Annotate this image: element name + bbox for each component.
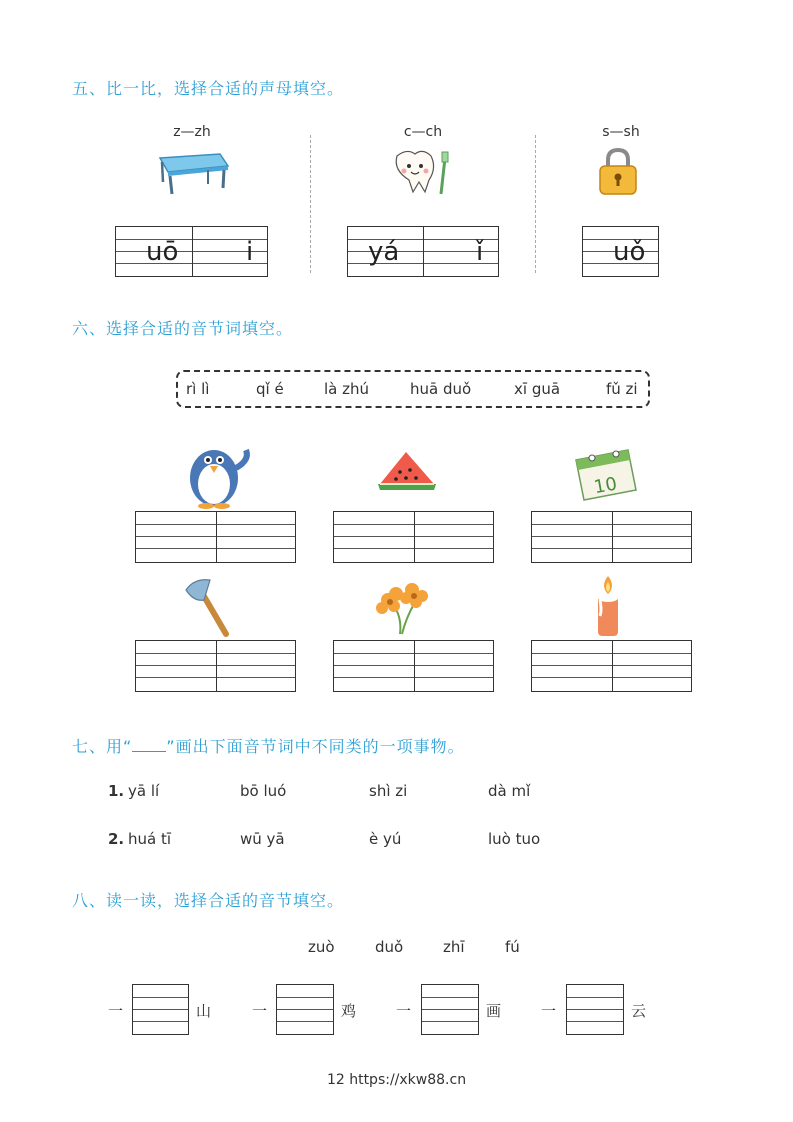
pair-label-3: s—sh: [602, 124, 640, 140]
divider-2: [535, 135, 536, 273]
suffix-yun: 云: [631, 1002, 647, 1020]
prefix-yi-4: 一: [541, 1002, 557, 1020]
word-bank-item: fǔ zi: [606, 380, 638, 398]
syllable-option: fú: [505, 938, 520, 956]
candle-icon: [590, 572, 626, 638]
prefix-yi-3: 一: [396, 1002, 412, 1020]
prefix-yi-1: 一: [108, 1002, 124, 1020]
fill-grid-3[interactable]: [421, 984, 479, 1035]
word-bank-item: huā duǒ: [410, 380, 472, 398]
divider-1: [310, 135, 311, 273]
row-2-word[interactable]: wū yā: [240, 830, 285, 848]
answer-grid-calendar[interactable]: [531, 511, 692, 563]
answer-grid-watermelon[interactable]: [333, 511, 494, 563]
word-bank-item: qǐ é: [256, 380, 284, 398]
row-2-word[interactable]: è yú: [369, 830, 402, 848]
answer-grid-penguin[interactable]: [135, 511, 296, 563]
row-1-word[interactable]: bō luó: [240, 782, 287, 800]
flower-icon: [372, 578, 432, 636]
pair-label-1: z—zh: [173, 124, 211, 140]
pinyin-grid-1[interactable]: [115, 226, 268, 277]
row-2-word[interactable]: luò tuo: [488, 830, 541, 848]
answer-grid-candle[interactable]: [531, 640, 692, 692]
pair-label-2: c—ch: [403, 124, 443, 140]
syllable-option: duǒ: [375, 938, 404, 956]
pinyin-grid-3[interactable]: [582, 226, 659, 277]
row-2-word[interactable]: huá tī: [128, 830, 172, 848]
lock-icon: [596, 148, 640, 196]
section-7-title-pre: 七、用“: [72, 737, 133, 756]
section-8-title: 八、读一读，选择合适的音节填空。: [72, 891, 345, 910]
word-bank-item: rì lì: [186, 380, 210, 398]
word-bank-item: là zhú: [324, 380, 370, 398]
suffix-shan: 山: [196, 1002, 212, 1020]
row-1-word[interactable]: dà mǐ: [488, 782, 531, 800]
row-2-number: 2.: [108, 830, 125, 848]
suffix-ji: 鸡: [341, 1002, 357, 1020]
svg-text:10: 10: [592, 473, 619, 499]
row-1-number: 1.: [108, 782, 125, 800]
grid-3-text: uǒ: [613, 237, 646, 267]
section-7-title: [72, 734, 465, 757]
row-1-word[interactable]: shì zi: [369, 782, 408, 800]
suffix-hua: 画: [486, 1002, 502, 1020]
pinyin-grid-2[interactable]: [347, 226, 499, 277]
grid-2-right-text: ǐ: [476, 237, 484, 267]
word-bank-item: xī guā: [514, 380, 561, 398]
tooth-icon: [385, 146, 455, 196]
watermelon-icon: [376, 448, 438, 494]
row-1-word[interactable]: yā lí: [128, 782, 160, 800]
section-6-title: 六、选择合适的音节词填空。: [72, 319, 294, 338]
grid-1-right-text: i: [246, 237, 254, 267]
answer-grid-flower[interactable]: [333, 640, 494, 692]
grid-1-left-text: uō: [146, 237, 179, 267]
word-bank: [176, 370, 650, 408]
syllable-option: zuò: [308, 938, 335, 956]
section-7-title-post: ”画出下面音节词中不同类的一项事物。: [166, 737, 465, 756]
syllable-option: zhī: [443, 938, 465, 956]
answer-grid-axe[interactable]: [135, 640, 296, 692]
axe-icon: [180, 576, 236, 638]
page-footer: 12 https://xkw88.cn: [326, 1072, 467, 1088]
calendar-icon: [572, 446, 640, 502]
grid-2-left-text: yá: [368, 237, 400, 267]
prefix-yi-2: 一: [252, 1002, 268, 1020]
table-icon: [150, 150, 230, 196]
section-5-title: 五、比一比，选择合适的声母填空。: [72, 79, 345, 98]
fill-grid-2[interactable]: [276, 984, 334, 1035]
underline-sample: [132, 739, 166, 752]
fill-grid-1[interactable]: [132, 984, 189, 1035]
penguin-icon: [180, 438, 256, 510]
fill-grid-4[interactable]: [566, 984, 624, 1035]
